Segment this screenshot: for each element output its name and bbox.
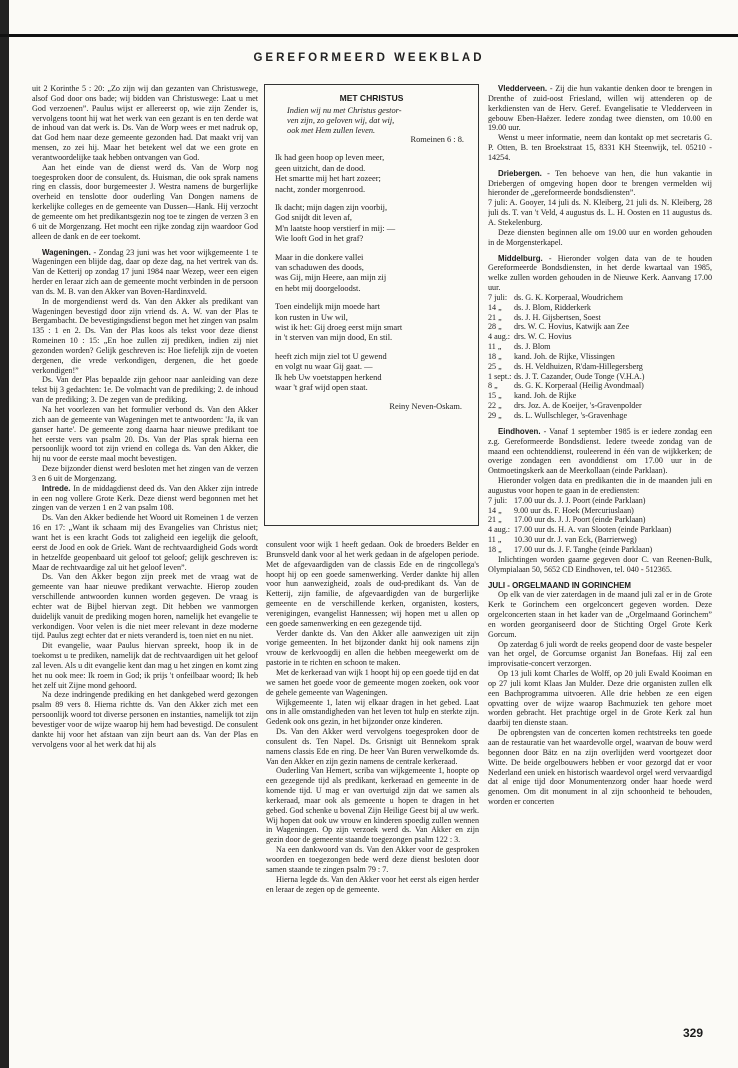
section-heading: JULI - ORGELMAAND IN GORINCHEM [488,580,631,590]
schedule-row: 21 „ 17.00 uur ds. J. J. Poort (einde Parklaan) [488,515,646,525]
poem-stanza: Toen eindelijk mijn moede hart kon rusten in Uw wil, wist ik het: Gij droeg eerst mijn smart in 't sterven van mijn dood, En stil. [275,302,403,343]
article-paragraph: consulent voor wijk 1 heeft gedaan. Ook de broeders Belder en Brunsveld dank voor al het werk gedaan in de afgelopen periode. Met de afgevaardigden van de classis Ede en de ringcollega's hoopt hij op een goede samenwerking. Verder dankte hij allen voor hun aanwezigheid, zoals de oud-predikant ds. Van de Ketterij, zijn familie, de afgevaardigden van de burgerlijke gemeente en de verschillende kerken, organisten, kosters, verenigingen, evangelist Hannessen; wij hopen met u allen op een goede samenwerking en een gezegende tijd. [266,540,479,628]
poem-box [264,84,479,526]
article-paragraph: uit 2 Korinthe 5 : 20: „Zo zijn wij dan gezanten van Christuswege, alsof God door ons bade; wij bidden van Christuswege: Laat u met God verzoenen”. Paulus wijst er allereerst op, wie zijn Zender is, vervolgens toont hij wat het werk van een gezant is en ten derde wat de inhoud van dat werk is. Ds. Van de Worp wees er met nadruk op, dat God hem naar deze gemeente gezonden had. Dat maakt vrij van mensen, zo zei hij. Maar het betekent wel dat we een grote en verantwoordelijke taak hebben ontvangen van God. [32,84,258,162]
article-paragraph: Na een dankwoord van ds. Van den Akker voor de gesproken woorden en toegezongen bede werd deze dienst besloten door samen staande te zingen psalm 79 : 7. [266,845,479,874]
article-paragraph: Wageningen. - Zondag 23 juni was het voor wijkgemeente 1 te Wageningen een blijde dag, daar op deze dag, na het vertrek van ds. Van de Ketterij op zondag 17 juni 1984 naar Wezep, weer een eigen herder en leraar zich aan de gemeente mocht verbinden in de persoon van ds. M. B. van den Akker van Boven-Hardinxveld. [32,247,258,296]
article-paragraph: Aan het einde van de dienst werd ds. Van de Worp nog toegesproken door de consulent, ds. Huisman, die ook sprak namens ring en classis, door burgemeester J. Westra namens de burgerlijke overheid en tenslotte door ouderling Van Dongen namens de kerkelijke colleges en de gemeente van Dussen—Hank. Hij verzocht de gemeente om het predikantsgezin nog toe te zingen de verzen 3 en 6 uit de Morgenzang. Het mocht een rijke zondag zijn waardoor God alleen de dank en de eer toekomt. [32,162,258,241]
schedule-row: 15 „ kand. Joh. de Rijke [488,391,577,401]
column-1 [32,84,258,1012]
article-paragraph: Hierna legde ds. Van den Akker voor het eerst als eigen herder en leraar de zegen op de gemeente. [266,874,479,894]
poem-stanza: Ik dacht; mijn dagen zijn voorbij, God snijdt dit leven af, M'n laatste hoop verstierf in mij: — Wie looft God in het graf? [275,203,396,244]
article-paragraph: Ds. Van den Akker werd vervolgens toegesproken door de consulent ds. Ten Napel. Ds. Grisnigt uit Bennekom sprak namens classis Ede en ring. De heer Van Buren verwelkomde ds. Van den Akker en zijn gezin namens de centrale kerkeraad. [266,727,479,766]
schedule-row: 11 „ 10.30 uur dr. J. van Eck, (Barrierweg) [488,535,637,545]
article-paragraph: Na deze indringende prediking en het dankgebed werd gezongen psalm 89 vers 8. Hierna richtte ds. Van den Akker zich met een persoonlijk woord tot diverse personen en instanties, namelijk tot zijn bevestiger voor de wijze waarop hij hem had bevestigd. De consulent dankte hij voor het afstaan van zijn beurt aan ds. Van der Plas en vervolgens voor al het werk dat hij als [32,690,258,749]
article-paragraph: Middelburg. - Hieronder volgen data van de te houden Gereformeerde Bondsdiensten, in het derde kwartaal van 1985, welke zullen worden gehouden in de Nieuwe Kerk. Aanvang 17.00 uur. [488,253,712,293]
article-paragraph: Wijkgemeente 1, laten wij elkaar dragen in het gebed. Laat ons in alle omstandigheden van het leven tot hulp en sterkte zijn. Gedenk ook ons gezin, in het bijzonder onze kinderen. [266,697,479,727]
schedule-row: 25 „ ds. H. Veldhuizen, R'dam-Hillegersberg [488,361,643,371]
article-paragraph: De opbrengsten van de concerten komen rechtstreeks ten goede aan de restauratie van het waardevolle orgel, waarvan de bouw werd begonnen door Bätz en na zijn overlijden werd voortgezet door Witte. De beide orgelbouwers hebben er voor gezorgd dat er voor Nederland een uniek en historisch waardevol orgel werd vervaardigd dat al enige tijd door Monumentenzorg onder haar hoede werd genomen. Om dit monument in al zijn schoonheid te behouden, worden er concerten [488,728,712,807]
article-paragraph: Na het voorlezen van het formulier verbond ds. Van den Akker zich aan de gemeente van Wageningen met te antwoorden: 'Ja, ik van ganser harte'. De gemeente zong daarna haar nieuwe predikant toe het eerste vers van psalm 20. Ds. Van der Plas sprak hierna een persoonlijk woord tot zijn vriend en collega ds. Van den Akker, die hij nu voor de eerste maal mocht bevestigen. [32,405,258,464]
schedule-row: 8 „ ds. G. K. Korperaal (Heilig Avondmaal) [488,381,644,391]
article-paragraph: Ds. Van der Plas bepaalde zijn gehoor naar aanleiding van deze tekst bij 3 gedachten: 1e. De volmacht van de prediking; 2. de inhoud van de prediking; 3. De zegen van de prediking. [32,375,258,405]
place-heading: Middelburg. [498,253,543,263]
column-3 [488,84,712,1012]
schedule-row: 11 „ ds. J. Blom [488,342,551,352]
schedule-row: 29 „ ds. L. Wullschleger, 's-Gravenhage [488,411,628,420]
schedule-row: 18 „ 17.00 uur ds. J. F. Tanghe (einde Parklaan) [488,544,653,554]
schedule-row: 7 juli: 17.00 uur ds. J. J. Poort (einde Parklaan) [488,495,646,505]
article-paragraph: Op 13 juli komt Charles de Wolff, op 20 juli Ewald Kooiman en op 27 juli komt Klaas Jan Mulder. Deze drie organisten zullen elk een Bachprogramma uitvoeren. Alle drie hebben ze een eigen opvatting over de wijze waarop Bachmuziek ten gehore moet worden gebracht. Het prachtige orgel in de Grote Kerk zal hun daarbij ten dienste staan. [488,669,712,728]
poem-title: MET CHRISTUS [339,93,404,103]
article-paragraph: Hieronder volgen data en predikanten die in de maanden juli en augustus voor hopen te gaan in de erediensten: [488,476,712,495]
article-paragraph: Op zaterdag 6 juli wordt de reeks geopend door de vaste bespeler van het orgel, de Gorcumse organist Jan Bonefaas. Hij zal een improvisatie-concert verzorgen. [488,639,712,669]
article-paragraph: Ds. Van den Akker bediende het Woord uit Romeinen 1 de verzen 16 en 17: „Want ik schaam mij des Evangelies van Christus niet; want het is een kracht Gods tot zaligheid een iegelijk die gelooft, eerst de Jood en ook de Griek. Want de rechtvaardigheid Gods wordt in hetzelfde geopenbaard uit geloof tot geloof; gelijk geschreven is: Maar de rechtvaardige zal uit het geloof leven”. [32,513,258,572]
poem-stanza: Maar in die donkere vallei van schaduwen des doods, was Gij, mijn Heere, aan mijn zij en hebt mij doorgeloodst. [275,252,387,293]
article-paragraph: Wenst u meer informatie, neem dan kontakt op met secretaris G. P. Otten, B. ten Broekstraat 15, 8331 KH Steenwijk, tel. 05210 - 14254. [488,133,712,162]
poem-author: Reiny Neven-Oskam. [389,401,462,411]
schedule-row: 18 „ kand. Joh. de Rijke, Vlissingen [488,351,615,361]
article-paragraph: Dit evangelie, waar Paulus hiervan spreekt, hoop ik in de toekomst u te prediken, namelijk dat de rechtvaardigen uit het geloof zal leven. Als u dit evangelie kent dan mag u het zingen en komt zing het nu ook mee: Ik roem in God; ik prijs 't onfeilbaar woord; Ik heb het zelf uit Zijne mond gehoord. [32,641,258,690]
article-paragraph: Driebergen. - Ten behoeve van hen, die hun vakantie in Driebergen of omgeving hopen door te brengen vermelden wij hieronder de „gereformeerde bondsdiensten”. [488,168,712,198]
article-paragraph: Deze diensten beginnen alle om 19.00 uur en worden gehouden in de Morgensterkapel. [488,227,712,247]
article-paragraph: Deze bijzonder dienst werd besloten met het zingen van de verzen 3 en 6 uit de Morgenzang. [32,464,258,483]
schedule-row: 22 „ drs. Joz. A. de Koeijer, 's-Gravenpolder [488,401,642,411]
place-heading: Wageningen. [42,247,91,257]
poem-scripture-ref: Romeinen 6 : 8. [410,135,464,145]
article-paragraph: In de morgendienst werd ds. Van den Akker als predikant van Wageningen bevestigd door zijn vriend ds. A. W. van der Plas te Bergambacht. De bevestigingsdienst begon met het zingen van psalm 135 : 1 en 2. Ds. Van der Plas koos als tekst voor deze dienst Romeinen 10 : 15: „En hoe zullen zij prediken, indien zij niet gezonden worden? Gelijk geschreven is: Hoe liefelijk zijn de voeten dergenen, die vrede verkondigen, dergenen, die het goede verkondigen!” [32,296,258,375]
schedule-row: 1 sept.: ds. J. T. Cazander, Oude Tonge (V.H.A.) [488,371,645,381]
place-heading: Vledderveen. [498,84,548,93]
top-rule [0,34,738,37]
article-paragraph: Verder dankte ds. Van den Akker alle aanwezigen uit zijn vorige gemeenten. In het bijzonder dankt hij ook namens zijn vrouw de kerkvoogdij en allen die hebben meegewerkt om de pastorie in te richten en schoon te maken. [266,628,479,668]
schedule-row: 21 „ ds. J. H. Gijsbertsen, Soest [488,312,601,322]
subheading: Intrede. [42,483,71,493]
column-2 [266,540,479,1012]
article-paragraph: Vledderveen. - Zij die hun vakantie denken door te brengen in Drenthe of zuid-oost Friesland, willen wij attenderen op de kerkdiensten van de Herv. Geref. Evangelisatie te Vledderveen in gebouw Eben-Haëzer. Iedere zondag twee diensten, om 10.00 en 19.00 uur. [488,84,712,133]
schedule-row: 14 „ 9.00 uur ds. F. Hoek (Mercuriuslaan) [488,505,634,515]
schedule-list [488,496,712,555]
schedule-row: 7 juli: ds. G. K. Korperaal, Woudrichem [488,292,623,302]
article-paragraph: 7 juli: A. Gooyer, 14 juli ds. N. Kleiberg, 21 juli ds. N. Kleiberg, 28 juli ds. T. van 't Veld, 4 augustus ds. L. H. Oosten en 11 augustus ds. A. Stekelenburg. [488,198,712,227]
schedule-row: 28 „ drs. W. C. Hovius, Katwijk aan Zee [488,322,630,332]
article-paragraph: Eindhoven. - Vanaf 1 september 1985 is er iedere zondag een z.g. Gereformeerde Bondsdienst. Iedere tweede zondag van de maand een ochtenddienst, rouleerend in één van de wijkkerken; de overige zondagen een avonddienst om 17.00 uur in de Ontmoetingskerk aan de Meerkollaan (einde Parklaan). [488,426,712,476]
scan-edge [0,0,9,1068]
article-paragraph: Intrede. In de middagdienst deed ds. Van den Akker zijn intrede in een nog vollere Grote Kerk. Deze dienst werd begonnen met het zingen van de verzen 1 en 2 van psalm 108. [32,483,258,513]
article-paragraph: Ouderling Van Hemert, scriba van wijkgemeente 1, hoopte op een gezegende tijd als predikant, kerkeraad en gemeente in de komende tijd. U mag er van overtuigd zijn dat we samen als kerkeraad, maar ook als gemeente u hopen te dragen in het gebed. God schenke u bovenal Zijn Heilige Geest bij al uw werk. Wij hopen dat ook uw vrouw en kinderen spoedig zullen wennen in Wageningen. Op zijn verzoek werd ds. Van Akker en zijn gezin door de gemeente staande toegezongen psalm 122 : 3. [266,766,479,845]
schedule-row: 4 aug.: 17.00 uur ds. H. A. van Slooten (einde Parklaan) [488,525,672,535]
article-paragraph: Ds. Van den Akker begon zijn preek met de vraag wat de gemeente van haar nieuwe predikant verwachte. Hierop zouden verschillende antwoorden kunnen worden gegeven. De vraag is echter wat de Bijbel hiervan zegt. Dit hebben we vanmorgen duidelijk vanuit de prediking mogen horen, namelijk het evangelie te verkondigen. Voor velen is die niet meer relevant in deze moderne tijd. Paulus zegt echter dat er niets veranderd is, toen niet en nu niet. [32,572,258,641]
place-heading: Eindhoven. [498,426,541,436]
page-header: GEREFORMEERD WEEKBLAD [253,52,485,64]
schedule-row: 14 „ ds. J. Blom, Ridderkerk [488,302,591,312]
article-paragraph: Op elk van de vier zaterdagen in de maand juli zal er in de Grote Kerk te Gorinchem een orgelconcert gegeven worden. Deze orgelconcerten staan in het kader van de „Orgelmaand Gorinchem” en worden georganiseerd door de Stichting Orgel Grote Kerk Gorcum. [488,590,712,639]
article-paragraph: Met de kerkeraad van wijk 1 hoopt hij op een goede tijd en dat we samen het goede voor de gemeente mogen zoeken, ook voor de gehele gemeente van Wageningen. [266,667,479,697]
poem-stanza: heeft zich mijn ziel tot U gewend en volgt nu waar Gij gaat. — Ik heb Uw voetstappen herkend waar 't graf wijd open staat. [275,351,387,393]
article-paragraph: Inlichtingen worden gaarne gegeven door C. van Reenen-Bulk, Olympialaan 50, 5652 CD Eindhoven, tel. 040 - 512365. [488,554,712,574]
schedule-list [488,293,712,421]
page-number: 329 [683,1026,704,1040]
schedule-row: 4 aug.: drs. W. C. Hovius [488,332,572,342]
place-heading: Driebergen. [498,168,542,178]
poem-motto: Indien wij nu met Christus gestor- ven zijn, zo geloven wij, dat wij, ook met Hem zullen leven. [287,106,402,135]
poem-stanza: Ik had geen hoop op leven meer, geen uitzicht, dan de dood. Het smartte mij het hart zozeer; nacht, zonder morgenrood. [275,153,385,194]
